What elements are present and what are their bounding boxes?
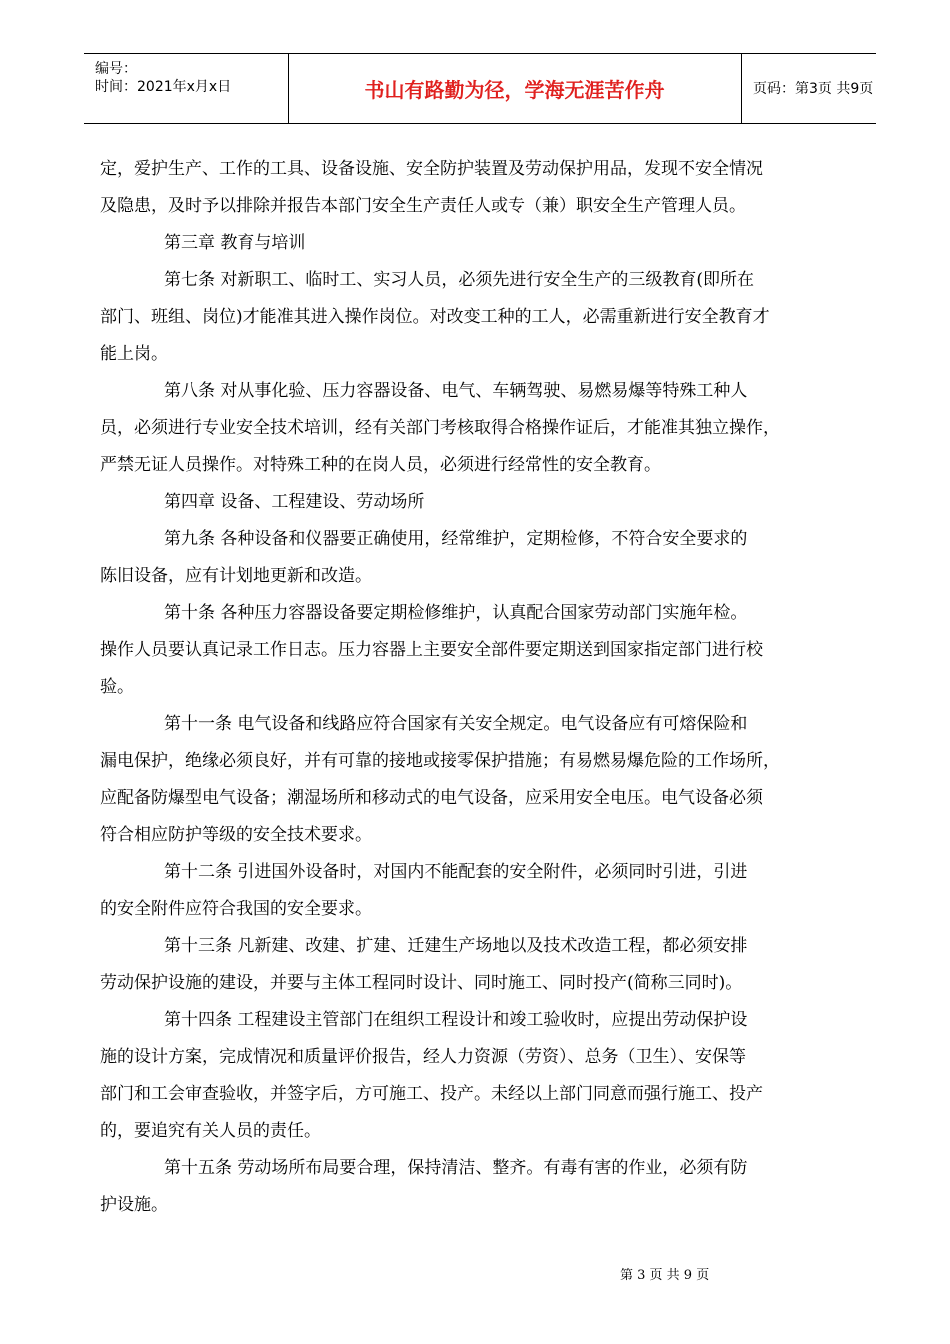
article-line: 第八条 对从事化验、压力容器设备、电气、车辆驾驶、易燃易爆等特殊工种人	[164, 381, 748, 401]
document-number-label: 编号：	[95, 61, 137, 77]
body-line: 部门、班组、岗位)才能准其进入操作岗位。对改变工种的工人，必需重新进行安全教育才	[100, 307, 770, 327]
article-line: 第九条 各种设备和仪器要正确使用，经常维护，定期检修，不符合安全要求的	[164, 529, 748, 549]
article-line: 第十五条 劳动场所布局要合理，保持清洁、整齐。有毒有害的作业，必须有防	[164, 1158, 748, 1178]
chapter-heading: 第三章 教育与培训	[164, 233, 306, 253]
body-line: 验。	[100, 677, 134, 697]
body-line: 定，爱护生产、工作的工具、设备设施、安全防护装置及劳动保护用品，发现不安全情况	[100, 159, 763, 179]
article-line: 第十二条 引进国外设备时，对国内不能配套的安全附件，必须同时引进，引进	[164, 862, 748, 882]
header-motto-cell	[288, 54, 742, 123]
body-line: 及隐患，及时予以排除并报告本部门安全生产责任人或专（兼）职安全生产管理人员。	[100, 196, 746, 216]
article-line: 第十一条 电气设备和线路应符合国家有关安全规定。电气设备应有可熔保险和	[164, 714, 748, 734]
header-left-cell	[84, 54, 289, 123]
body-line: 漏电保护，绝缘必须良好，并有可靠的接地或接零保护措施；有易燃易爆危险的工作场所，	[100, 751, 780, 771]
body-line: 严禁无证人员操作。对特殊工种的在岗人员，必须进行经常性的安全教育。	[100, 455, 661, 475]
article-line: 第十条 各种压力容器设备要定期检修维护，认真配合国家劳动部门实施年检。	[164, 603, 748, 623]
page-header	[84, 53, 876, 124]
body-line: 操作人员要认真记录工作日志。压力容器上主要安全部件要定期送到国家指定部门进行校	[100, 640, 763, 660]
article-line: 第十三条 凡新建、改建、扩建、迁建生产场地以及技术改造工程，都必须安排	[164, 936, 748, 956]
header-page-info: 页码：第3页 共9页	[753, 81, 874, 97]
body-line: 能上岗。	[100, 344, 168, 364]
body-line: 应配备防爆型电气设备；潮湿场所和移动式的电气设备，应采用安全电压。电气设备必须	[100, 788, 763, 808]
document-time-label: 时间：2021年x月x日	[95, 79, 232, 95]
article-line: 第十四条 工程建设主管部门在组织工程设计和竣工验收时，应提出劳动保护设	[164, 1010, 748, 1030]
body-line: 的安全附件应符合我国的安全要求。	[100, 899, 372, 919]
chapter-heading: 第四章 设备、工程建设、劳动场所	[164, 492, 425, 512]
page-footer: 第 3 页 共 9 页	[620, 1268, 710, 1283]
body-line: 部门和工会审查验收，并签字后，方可施工、投产。未经以上部门同意而强行施工、投产	[100, 1084, 763, 1104]
header-page-cell	[742, 54, 876, 123]
body-line: 员，必须进行专业安全技术培训，经有关部门考核取得合格操作证后，才能准其独立操作，	[100, 418, 780, 438]
body-line: 劳动保护设施的建设，并要与主体工程同时设计、同时施工、同时投产(简称三同时)。	[100, 973, 743, 993]
header-motto: 书山有路勤为径，学海无涯苦作舟	[364, 78, 665, 102]
body-line: 符合相应防护等级的安全技术要求。	[100, 825, 372, 845]
body-line: 施的设计方案，完成情况和质量评价报告，经人力资源（劳资）、总务（卫生）、安保等	[100, 1047, 746, 1067]
body-line: 陈旧设备，应有计划地更新和改造。	[100, 566, 372, 586]
body-line: 护设施。	[100, 1195, 168, 1215]
article-line: 第七条 对新职工、临时工、实习人员，必须先进行安全生产的三级教育(即所在	[164, 270, 755, 290]
body-line: 的，要追究有关人员的责任。	[100, 1121, 321, 1141]
